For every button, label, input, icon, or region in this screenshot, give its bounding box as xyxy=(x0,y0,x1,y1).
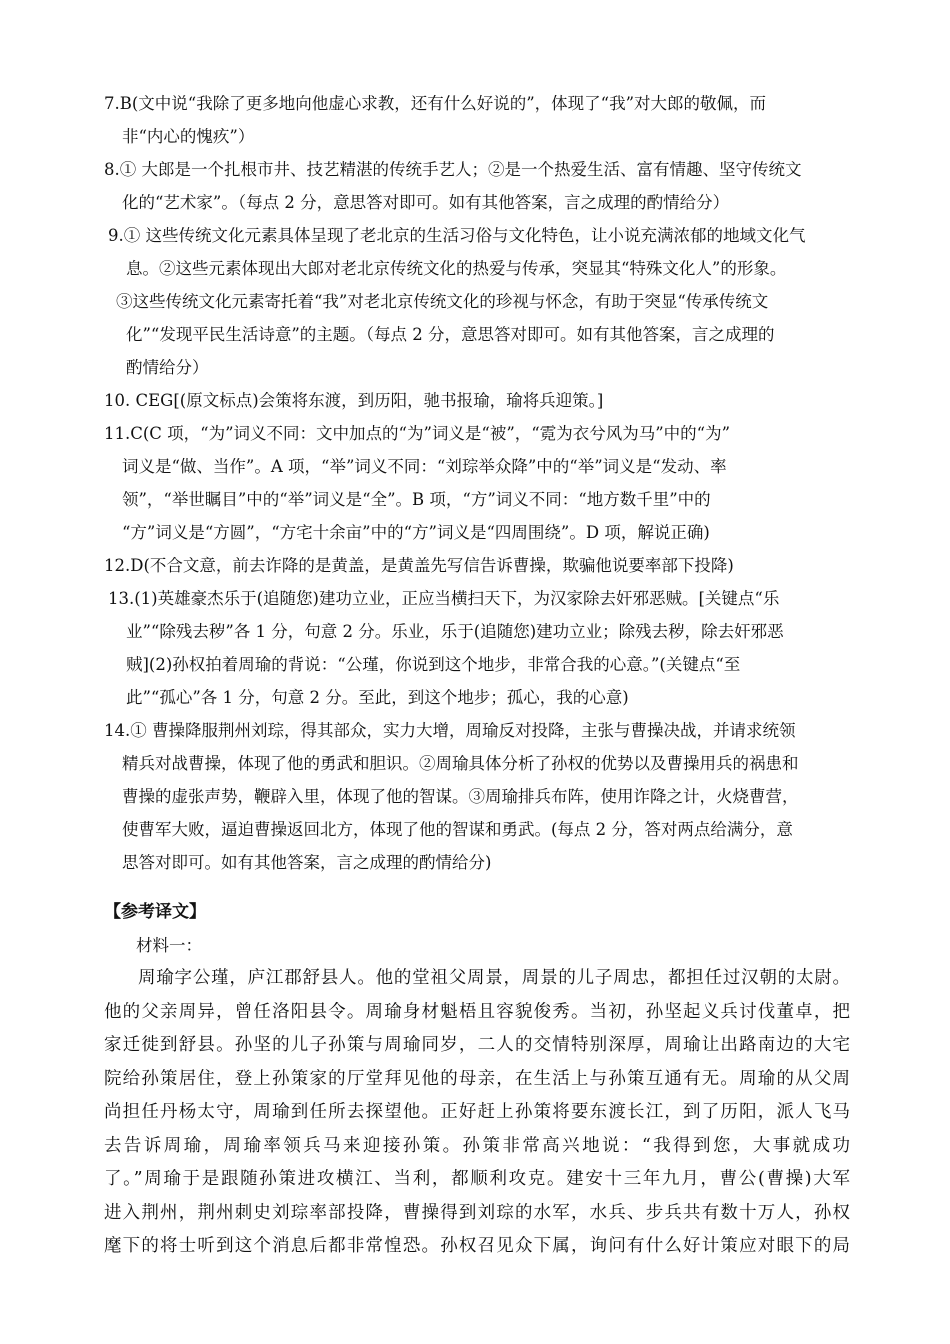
answer-line: 12.D(不合文意，前去诈降的是黄盖，是黄盖先写信告诉曹操，欺骗他说要率部下投降) xyxy=(104,556,734,575)
answer-line: 此”“孤心”各 1 分，句意 2 分。至此，到这个地步；孤心，我的心意) xyxy=(126,688,629,707)
answer-line: 8.① 大郎是一个扎根市井、技艺精湛的传统手艺人；②是一个热爱生活、富有情趣、坚守传统文 xyxy=(104,160,802,179)
answer-q9 xyxy=(108,219,860,384)
answer-line: ③这些传统文化元素寄托着“我”对老北京传统文化的珍视与怀念，有助于突显“传承传统文 xyxy=(116,292,769,311)
answer-line: 11.C(C 项，“为”词义不同：文中加点的“为”词义是“被”，“霓为衣兮风为马”中的“为” xyxy=(104,424,731,443)
answer-line: 精兵对战曹操，体现了他的勇武和胆识。②周瑜具体分析了孙权的优势以及曹操用兵的祸患和 xyxy=(122,754,799,773)
answer-line: 化的“艺术家”。（每点 2 分，意思答对即可。如有其他答案，言之成理的酌情给分） xyxy=(122,193,730,212)
translation-line: 院给孙策居住，登上孙策家的厅堂拜见他的母亲，在生活上与孙策互通有无。周瑜的从父周 xyxy=(104,1068,850,1089)
answer-line: 词义是“做、当作”。A 项，“举”词义不同：“刘琮举众降”中的“举”词义是“发动、率 xyxy=(122,457,727,476)
translation-line: 他的父亲周异，曾任洛阳县令。周瑜身材魁梧且容貌俊秀。当初，孙坚起义兵讨伐董卓，把 xyxy=(104,1001,850,1022)
translation-line: 进入荆州，荆州刺史刘琮率部投降，曹操得到刘琮的水军，水兵、步兵共有数十万人，孙权 xyxy=(104,1202,850,1223)
answer-line: 13.(1)英雄豪杰乐于(追随您)建功立业，正应当横扫天下，为汉家除去奸邪恶贼。[关键点“乐 xyxy=(108,589,780,608)
answer-line: 使曹军大败，逼迫曹操返回北方，体现了他的智谋和勇武。(每点 2 分，答对两点给满分，意 xyxy=(122,820,793,839)
answer-q7 xyxy=(104,87,856,153)
answer-line: 领”，“举世瞩目”中的“举”词义是“全”。B 项，“方”词义不同：“地方数千里”中的 xyxy=(122,490,711,509)
answer-line: 思答对即可。如有其他答案，言之成理的酌情给分) xyxy=(122,853,492,872)
answer-line: 贼](2)孙权拍着周瑜的背说：“公瑾，你说到这个地步，非常合我的心意。”(关键点“至 xyxy=(126,655,741,674)
answer-line: 14.① 曹操降服荆州刘琮，得其部众，实力大增，周瑜反对投降，主张与曹操决战，并请求统领 xyxy=(104,721,796,740)
answer-line: 化”“发现平民生活诗意”的主题。（每点 2 分，意思答对即可。如有其他答案，言之成理的 xyxy=(126,325,775,344)
translation-line: 去告诉周瑜，周瑜率领兵马来迎接孙策。孙策非常高兴地说：“我得到您，大事就成功 xyxy=(104,1135,850,1156)
translation-line: 了。”周瑜于是跟随孙策进攻横江、当利，都顺利攻克。建安十三年九月，曹公(曹操)大军 xyxy=(104,1169,850,1189)
translation-paragraph xyxy=(104,962,850,1264)
answer-q11 xyxy=(104,417,856,549)
answer-line: 非“内心的愧疚”） xyxy=(122,127,255,146)
answer-q12 xyxy=(104,549,856,582)
answer-line: 业”“除残去秽”各 1 分，句意 2 分。乐业，乐于(追随您)建功立业；除残去秽，除去奸邪恶 xyxy=(126,622,784,641)
material-one-label: 材料一： xyxy=(136,936,202,955)
answer-q14 xyxy=(104,714,856,879)
answer-line: “方”词义是“方圆”，“方宅十余亩”中的“方”词义是“四周围绕”。D 项，解说正确) xyxy=(122,523,710,542)
answer-line: 10. CEG[(原文标点)会策将东渡，到历阳，驰书报瑜，瑜将兵迎策。] xyxy=(104,391,604,410)
answer-q10 xyxy=(104,384,856,417)
answer-q8 xyxy=(104,153,856,219)
answer-q13 xyxy=(108,582,860,714)
translation-line: 家迁徙到舒县。孙坚的儿子孙策与周瑜同岁，二人的交情特别深厚，周瑜让出路南边的大宅 xyxy=(104,1035,850,1055)
translation-line: 周瑜字公瑾，庐江郡舒县人。他的堂祖父周景，周景的儿子周忠，都担任过汉朝的太尉。 xyxy=(138,968,850,988)
translation-line: 尚担任丹杨太守，周瑜到任所去探望他。正好赶上孙策将要东渡长江，到了历阳，派人飞马 xyxy=(104,1102,850,1122)
answer-line: 曹操的虚张声势，鞭辟入里，体现了他的智谋。③周瑜排兵布阵，使用诈降之计，火烧曹营， xyxy=(122,787,799,806)
translation-line: 麾下的将士听到这个消息后都非常惶恐。孙权召见众下属，询问有什么好计策应对眼下的局 xyxy=(104,1236,850,1256)
answer-line: 7.B(文中说“我除了更多地向他虚心求教，还有什么好说的”，体现了“我”对大郎的敬佩，而 xyxy=(104,94,767,113)
answer-line: 9.① 这些传统文化元素具体呈现了老北京的生活习俗与文化特色，让小说充满浓郁的地域文化气 xyxy=(108,226,806,245)
answer-line: 息。②这些元素体现出大郎对老北京传统文化的热爱与传承，突显其“特殊文化人”的形象。 xyxy=(126,259,787,278)
answer-line: 酌情给分） xyxy=(126,358,209,377)
reference-translation-heading: 【参考译文】 xyxy=(104,902,206,922)
